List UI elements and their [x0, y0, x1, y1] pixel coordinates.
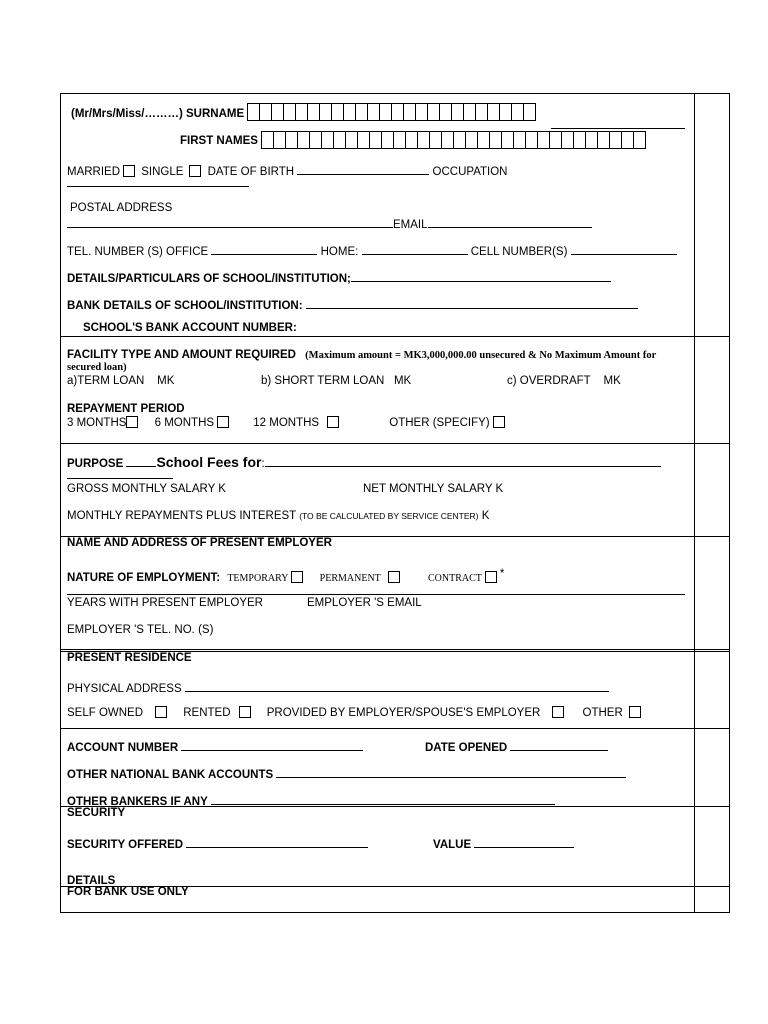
contract-checkbox[interactable]	[485, 571, 497, 583]
six-months-checkbox[interactable]	[217, 416, 229, 428]
postal-address-label: POSTAL ADDRESS	[70, 202, 173, 214]
value-field[interactable]	[474, 835, 574, 848]
service-center-note: (TO BE CALCULATED BY SERVICE CENTER)	[299, 511, 479, 521]
dob-field[interactable]	[297, 162, 429, 175]
first-names-char-boxes[interactable]	[261, 131, 645, 149]
email-field[interactable]	[428, 215, 592, 228]
facility-title: FACILITY TYPE AND AMOUNT REQUIRED	[67, 349, 296, 361]
purpose-value: School Fees for	[156, 454, 262, 470]
employer-tel-label: EMPLOYER 'S TEL. NO. (S)	[67, 624, 214, 636]
provided-checkbox[interactable]	[552, 706, 564, 718]
overdraft-label: c) OVERDRAFT MK	[507, 375, 621, 387]
physical-address-label: PHYSICAL ADDRESS	[67, 683, 182, 695]
dob-label: DATE OF BIRTH	[207, 166, 295, 178]
postal-row	[67, 215, 592, 231]
self-owned-checkbox[interactable]	[155, 706, 167, 718]
account-number-field[interactable]	[181, 738, 363, 751]
purpose-row: PURPOSE School Fees for:	[67, 454, 661, 470]
six-months-label: 6 MONTHS	[154, 417, 215, 429]
cell-field[interactable]	[571, 242, 677, 255]
divider-security	[61, 806, 729, 807]
years-with-employer-label: YEARS WITH PRESENT EMPLOYER	[67, 597, 263, 609]
tel-office-field[interactable]	[211, 242, 317, 255]
employer-title: NAME AND ADDRESS OF PRESENT EMPLOYER	[67, 537, 332, 549]
other-national-field[interactable]	[276, 765, 626, 778]
divider-purpose	[61, 443, 729, 444]
facility-note: (Maximum amount = MK3,000,000.00 unsecured & No Maximum Amount for	[305, 350, 657, 361]
email-label: EMAIL	[393, 219, 428, 231]
monthly-repayments-row: MONTHLY REPAYMENTS PLUS INTEREST (TO BE CALCULATED BY SERVICE CENTER) K	[67, 510, 490, 522]
nature-label: NATURE OF EMPLOYMENT:	[67, 572, 221, 584]
other-specify-label: OTHER (SPECIFY)	[389, 417, 490, 429]
home-label: HOME:	[320, 246, 359, 258]
security-offered-field[interactable]	[186, 835, 368, 848]
other-national-row	[67, 765, 626, 781]
home-field[interactable]	[362, 242, 468, 255]
residence-type-row	[67, 706, 644, 719]
account-number-row	[67, 738, 363, 754]
first-names-label: FIRST NAMES	[180, 135, 258, 147]
single-checkbox[interactable]	[189, 165, 201, 177]
security-offered-label: SECURITY OFFERED	[67, 839, 184, 851]
three-months-checkbox[interactable]	[126, 416, 138, 428]
bank-details-label: BANK DETAILS OF SCHOOL/INSTITUTION:	[67, 300, 303, 312]
twelve-months-label: 12 MONTHS	[253, 417, 320, 429]
purpose-field[interactable]	[265, 454, 661, 467]
permanent-label: PERMANENT	[319, 573, 381, 584]
right-column-divider	[694, 94, 695, 912]
value-label: VALUE	[433, 839, 472, 851]
permanent-checkbox[interactable]	[388, 571, 400, 583]
surname-label: (Mr/Mrs/Miss/………) SURNAME	[71, 108, 245, 120]
net-salary-label: NET MONTHLY SALARY K	[363, 483, 504, 495]
divider-account	[61, 728, 729, 729]
date-opened-row	[425, 738, 608, 754]
bank-details-field[interactable]	[306, 296, 638, 309]
other-national-label: OTHER NATIONAL BANK ACCOUNTS	[67, 769, 274, 781]
facility-note-line2: secured loan)	[67, 362, 127, 373]
school-details-field[interactable]	[351, 269, 611, 282]
gross-salary-label: GROSS MONTHLY SALARY K	[67, 483, 226, 495]
single-label: SINGLE	[141, 166, 184, 178]
facility-title-row	[67, 349, 656, 361]
married-checkbox[interactable]	[123, 165, 135, 177]
employer-address-field[interactable]	[67, 594, 685, 595]
date-opened-label: DATE OPENED	[425, 742, 508, 754]
security-offered-row	[67, 835, 368, 851]
contract-label: CONTRACT	[427, 573, 482, 584]
divider-facility	[61, 336, 729, 337]
residence-title: PRESENT RESIDENCE	[67, 652, 192, 664]
temporary-checkbox[interactable]	[291, 571, 303, 583]
occupation-field[interactable]	[67, 186, 249, 187]
short-term-loan-label: b) SHORT TERM LOAN MK	[261, 375, 412, 387]
rented-checkbox[interactable]	[239, 706, 251, 718]
temporary-label: TEMPORARY	[227, 573, 289, 584]
physical-address-field[interactable]	[185, 679, 609, 692]
repayment-options-row	[67, 416, 508, 429]
other-bankers-field[interactable]	[211, 792, 555, 805]
employer-email-label: EMPLOYER 'S EMAIL	[307, 597, 422, 609]
loan-application-form	[60, 93, 730, 913]
purpose-label: PURPOSE	[67, 458, 124, 470]
school-details-label: DETAILS/PARTICULARS OF SCHOOL/INSTITUTION;	[67, 273, 351, 285]
tel-row	[67, 242, 677, 258]
marital-row	[67, 162, 507, 178]
bank-use-only-label: FOR BANK USE ONLY	[67, 886, 189, 898]
provided-label: PROVIDED BY EMPLOYER/SPOUSE'S EMPLOYER	[266, 707, 541, 719]
repayment-period-title: REPAYMENT PERIOD	[67, 403, 185, 415]
self-owned-label: SELF OWNED	[67, 707, 144, 719]
postal-address-field[interactable]	[67, 215, 393, 228]
date-opened-field[interactable]	[510, 738, 608, 751]
value-row	[433, 835, 574, 851]
other-specify-checkbox[interactable]	[493, 416, 505, 428]
surname-char-boxes[interactable]	[247, 103, 535, 121]
surname-underline	[551, 128, 685, 129]
term-loan-label: a)TERM LOAN MK	[67, 375, 175, 387]
occupation-label: OCCUPATION	[432, 166, 508, 178]
married-label: MARRIED	[67, 166, 121, 178]
physical-address-row	[67, 679, 609, 695]
account-number-label: ACCOUNT NUMBER	[67, 742, 179, 754]
rented-label: RENTED	[183, 707, 231, 719]
security-title: SECURITY	[67, 807, 126, 819]
school-details-row	[67, 269, 611, 285]
three-months-label: 3 MONTHS	[67, 417, 127, 429]
tel-office-label: TEL. NUMBER (S) OFFICE	[67, 246, 209, 258]
twelve-months-checkbox[interactable]	[327, 416, 339, 428]
school-account-label: SCHOOL'S BANK ACCOUNT NUMBER:	[83, 322, 297, 334]
other-residence-label: OTHER	[582, 707, 623, 719]
details-label: DETAILS	[67, 875, 116, 887]
other-residence-checkbox[interactable]	[629, 706, 641, 718]
cell-label: CELL NUMBER(S)	[470, 246, 568, 258]
monthly-repayments-label: MONTHLY REPAYMENTS PLUS INTEREST	[67, 510, 296, 522]
purpose-field-continuation[interactable]	[67, 478, 173, 479]
nature-of-employment-row: NATURE OF EMPLOYMENT: TEMPORARY PERMANENT CONTRACT *	[67, 568, 505, 584]
other-bankers-label: OTHER BANKERS IF ANY	[67, 796, 208, 808]
bank-details-row	[67, 296, 638, 312]
